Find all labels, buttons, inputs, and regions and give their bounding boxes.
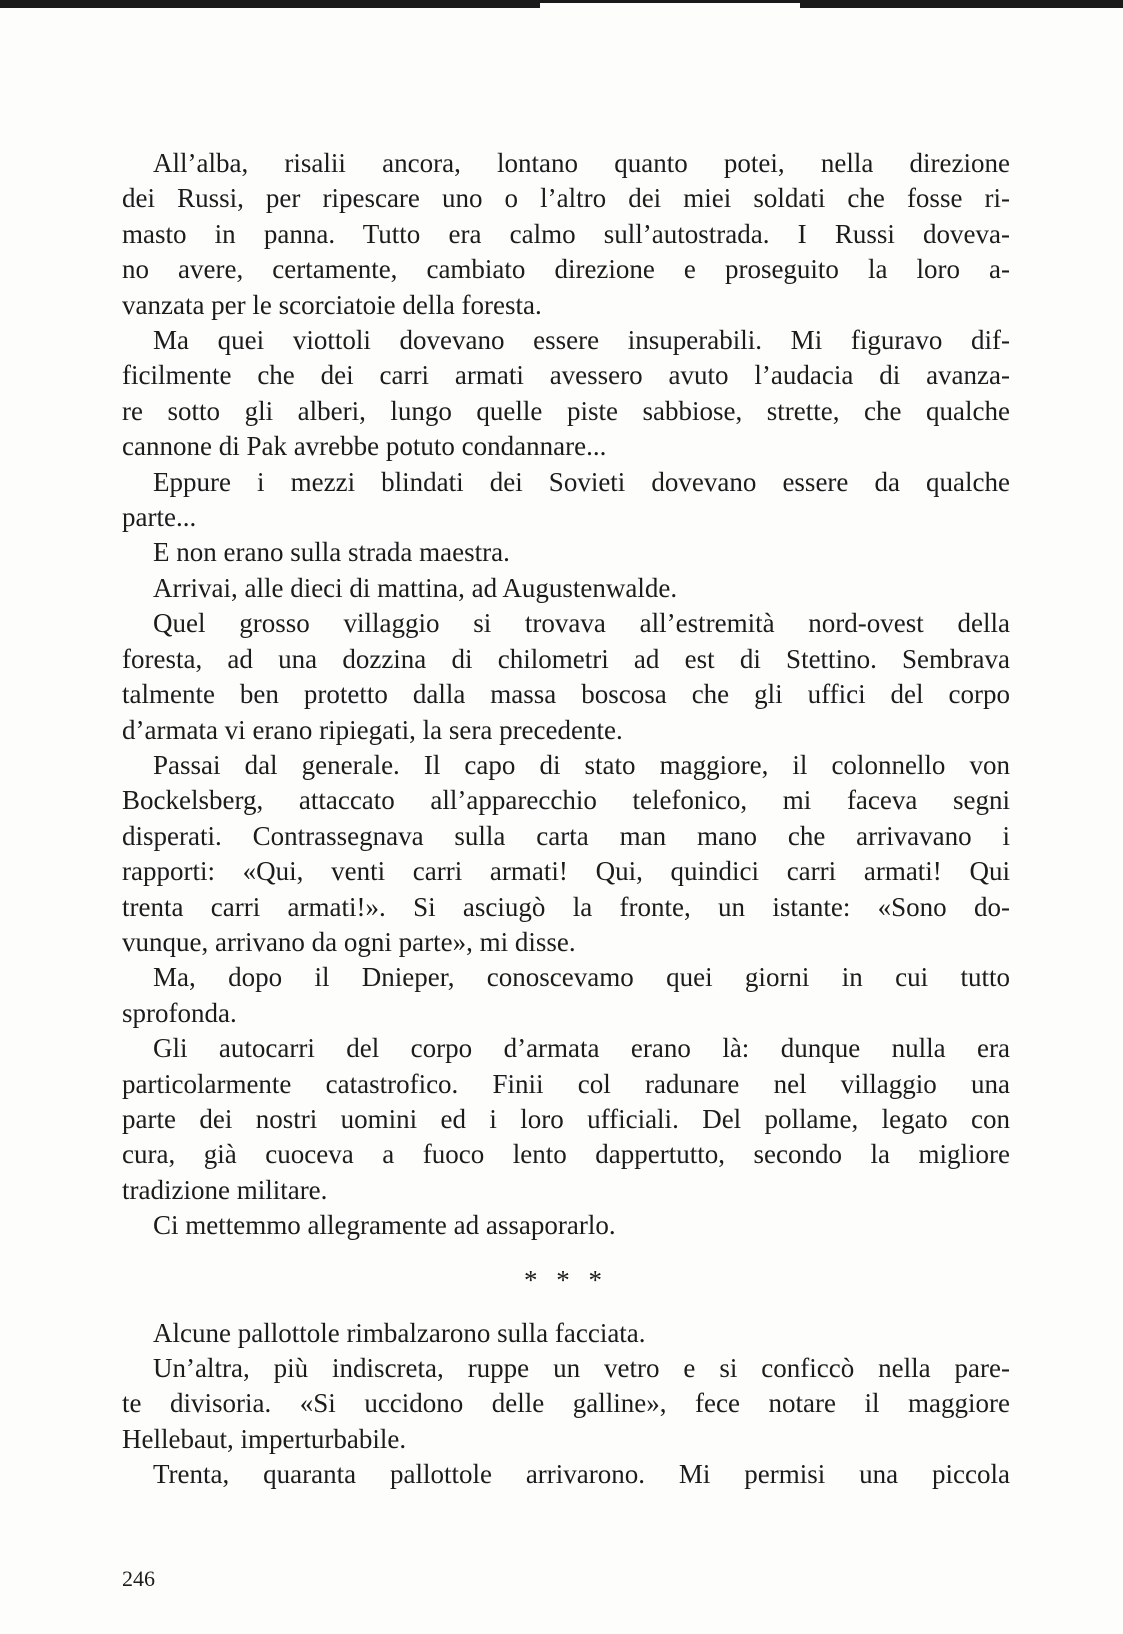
text-line: rapporti: «Qui, venti carri armati! Qui, quindici carri armati! Qui	[122, 856, 1010, 887]
text-line: Ci mettemmo allegramente ad assaporarlo.	[153, 1210, 616, 1241]
text-line: vanzata per le scorciatoie della foresta.	[122, 289, 542, 320]
text-line: cura, già cuoceva a fuoco lento dappertutto, secondo la migliore	[122, 1139, 1010, 1170]
text-line: masto in panna. Tutto era calmo sull’autostrada. I Russi doveva-	[122, 218, 1010, 249]
top-edge-rule-gap	[540, 3, 800, 8]
text-line: Trenta, quaranta pallottole arrivarono. Mi permisi una piccola	[153, 1459, 1010, 1490]
text-line: Eppure i mezzi blindati dei Sovieti dovevano essere da qualche	[153, 466, 1010, 497]
text-line: trenta carri armati!». Si asciugò la fronte, un istante: «Sono do-	[122, 891, 1010, 922]
text-line: Bockelsberg, attaccato all’apparecchio telefonico, mi faceva segni	[122, 785, 1010, 816]
page-number: 246	[122, 1566, 155, 1591]
text-line: Ma quei viottoli dovevano essere insuperabili. Mi figuravo dif-	[153, 325, 1010, 356]
text-line: Hellebaut, imperturbabile.	[122, 1423, 407, 1454]
text-line: Alcune pallottole rimbalzarono sulla facciata.	[153, 1317, 646, 1348]
text-line: re sotto gli alberi, lungo quelle piste sabbiose, strette, che qualche	[122, 395, 1010, 426]
text-line: tradizione militare.	[122, 1174, 328, 1205]
text-line: particolarmente catastrofico. Finii col radunare nel villaggio una	[122, 1068, 1010, 1099]
text-line: Ma, dopo il Dnieper, conoscevamo quei giorni in cui tutto	[153, 962, 1010, 993]
text-line: Un’altra, più indiscreta, ruppe un vetro e si conficcò nella pare-	[153, 1353, 1010, 1383]
text-line: E non erano sulla strada maestra.	[153, 537, 510, 568]
text-line: Quel grosso villaggio si trovava all’estremità nord-ovest della	[153, 608, 1010, 639]
text-line: Arrivai, alle dieci di mattina, ad Augustenwalde.	[153, 572, 678, 603]
text-line: foresta, ad una dozzina di chilometri ad est di Stettino. Sembrava	[122, 643, 1010, 674]
text-line: sprofonda.	[122, 997, 237, 1028]
text-line: parte dei nostri uomini ed i loro ufficiali. Del pollame, legato con	[122, 1103, 1010, 1134]
text-line: ficilmente che dei carri armati avessero avuto l’audacia di avanza-	[122, 360, 1010, 391]
text-line: no avere, certamente, cambiato direzione e proseguito la loro a-	[122, 254, 1010, 285]
text-line: te divisoria. «Si uccidono delle galline», fece notare il maggiore	[122, 1388, 1010, 1419]
text-line: Gli autocarri del corpo d’armata erano là: dunque nulla era	[153, 1033, 1010, 1064]
text-line: All’alba, risalii ancora, lontano quanto potei, nella direzione	[153, 148, 1010, 178]
text-line: dei Russi, per ripescare uno o l’altro dei miei soldati che fosse ri-	[122, 183, 1010, 214]
text-line: Passai dal generale. Il capo di stato maggiore, il colonnello von	[153, 749, 1010, 780]
text-line: talmente ben protetto dalla massa boscosa che gli uffici del corpo	[122, 679, 1010, 710]
page-body-text	[122, 146, 1010, 1493]
text-line: vunque, arrivano da ogni parte», mi disse.	[122, 926, 576, 957]
text-line: disperati. Contrassegnava sulla carta man mano che arrivavano i	[122, 820, 1010, 851]
text-line: parte...	[122, 502, 197, 533]
section-separator: * * *	[524, 1264, 608, 1295]
text-line: d’armata vi erano ripiegati, la sera precedente.	[122, 714, 623, 745]
text-line: cannone di Pak avrebbe potuto condannare...	[122, 431, 607, 462]
